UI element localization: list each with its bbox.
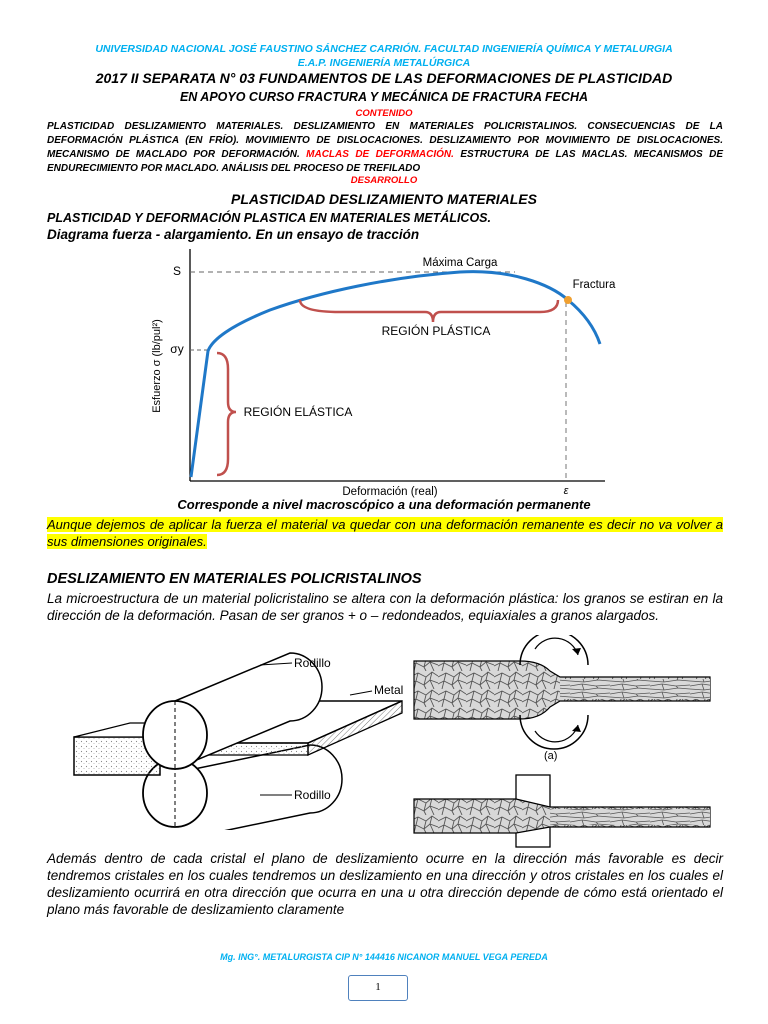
highlighted-paragraph: [47, 516, 723, 550]
subheading: PLASTICIDAD Y DEFORMACIÓN PLASTICA EN MATERIALES METÁLICOS.: [47, 211, 491, 225]
plastic-region-label: REGIÓN PLÁSTICA: [381, 324, 491, 338]
max-load-label: Máxima Carga: [422, 257, 498, 269]
diagram-caption: Corresponde a nivel macroscópico a una deformación permanente: [177, 497, 591, 512]
fracture-point: [564, 296, 572, 304]
highlighted-text: Aunque dejemos de aplicar la fuerza el material va quedar con una deformación remanente es decir no va volver a sus dimensiones originales.: [47, 517, 723, 549]
bottom-roller-label: Rodillo: [294, 788, 331, 802]
page-number: 1: [348, 975, 408, 1001]
metal-leader: [350, 691, 372, 695]
section-title: PLASTICIDAD DESLIZAMIENTO MATERIALES: [231, 191, 537, 207]
fracture-label: Fractura: [572, 279, 616, 291]
y-axis-label: Esfuerzo σ (lb/pul²): [151, 319, 163, 413]
contenido-text-part: PLASTICIDAD DESLIZAMIENTO MATERIALES. DESLIZAMIENTO EN MATERIALES POLICRISTALINOS. CONSECUENCIAS DE LA DEFORMACIÓN PLÁSTICA (EN FRÍO). MOVIMIENTO DE DISLOCACIONES. DESLIZAMIENTO POR MOVIMIENTO DE DISLOCACIONES. MECANISMO DE MACLADO POR DEFORMACIÓN.: [47, 121, 723, 160]
section2-paragraph: La microestructura de un material policristalino se altera con la deformación plástica: los granos se estiran en la dirección de la deformación. Pasan de ser granos + o – redondeados, equiaxiales a granos alargados.: [47, 591, 723, 623]
x-axis-label: Deformación (real): [342, 486, 438, 498]
diagram-intro: Diagrama fuerza - alargamiento. En un ensayo de tracción: [47, 227, 420, 242]
desarrollo-heading: DESARROLLO: [350, 175, 418, 186]
document-title: 2017 II SEPARATA N° 03 FUNDAMENTOS DE LAS DEFORMACIONES DE PLASTICIDAD: [95, 70, 673, 86]
section2-heading: DESLIZAMIENTO EN MATERIALES POLICRISTALINOS: [47, 571, 422, 587]
stress-strain-diagram: [140, 244, 620, 500]
epsilon-label: ε: [563, 485, 569, 497]
contenido-text-part: ESTRUCTURA DE LAS MACLAS. MECANISMOS DE ENDURECIMIENTO POR MACLADO. ANÁLISIS DEL PROCESO DE TREFILADO: [47, 149, 723, 174]
footer-author: Mg. ING°. METALURGISTA CIP N° 144416 NICANOR MANUEL VEGA PEREDA: [220, 952, 548, 962]
grain-elongation-illustration: [410, 635, 720, 850]
lower-roll-arc: [520, 715, 588, 749]
s-label: S: [172, 264, 182, 278]
school-name: E.A.P. INGENIERÍA METALÚRGICA: [297, 57, 471, 69]
university-header: [0, 42, 768, 70]
contenido-heading: CONTENIDO: [355, 108, 413, 119]
university-name: UNIVERSIDAD NACIONAL JOSÉ FAUSTINO SÁNCHEZ CARRIÓN. FACULTAD INGENIERÍA QUÍMICA Y METALURGIA: [95, 43, 673, 55]
sigma-y-label: σy: [170, 342, 184, 356]
elastic-region-brace: [217, 353, 236, 475]
document-subtitle: EN APOYO CURSO FRACTURA Y MECÁNICA DE FRACTURA FECHA: [179, 90, 589, 104]
panel-a-label: (a): [544, 750, 558, 762]
metal-label: Metal: [374, 683, 404, 697]
panel-b: [414, 775, 710, 847]
contenido-text: [47, 120, 723, 176]
paragraph-2: Además dentro de cada cristal el plano de deslizamiento ocurre en la dirección más favorable es decir tendremos cristales en los cuales tendremos un deslizamiento en una dirección y otros cristales en los cuales el deslizamiento ocurrirá en otra dirección que ocurra en una u otra dirección depende de cómo está orientado el plano más favorable de deslizamiento claramente: [47, 851, 723, 917]
plastic-region-brace: [300, 300, 558, 322]
rolling-mill-illustration: [60, 645, 420, 830]
elastic-region-label: REGIÓN ELÁSTICA: [243, 405, 353, 419]
stress-strain-curve: [191, 272, 600, 477]
panel-a: [414, 635, 710, 762]
contenido-red-text: MACLAS DE DEFORMACIÓN.: [306, 149, 454, 160]
top-roller-label: Rodillo: [294, 656, 331, 670]
